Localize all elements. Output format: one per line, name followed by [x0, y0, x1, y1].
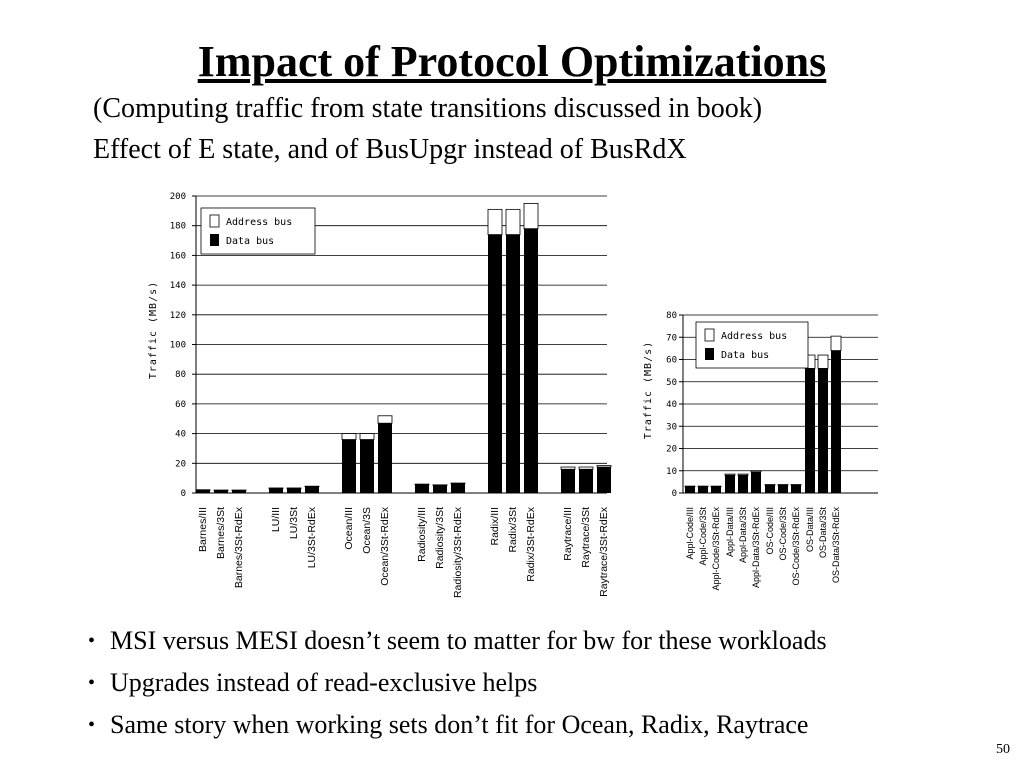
chart-a-category-label: Radix/III — [489, 507, 501, 546]
chart-b-bar-data-bus — [818, 368, 828, 493]
chart-a-bar-data-bus — [579, 469, 593, 493]
chart-b-category-label: Appl-Code/3St — [698, 507, 708, 566]
chart-b-bar-data-bus — [698, 487, 708, 493]
chart-b-bar-address-bus — [725, 474, 735, 475]
chart-a-bar-data-bus — [597, 467, 611, 493]
chart-a-bar-data-bus — [451, 484, 465, 493]
chart-a-bar-address-bus — [451, 483, 465, 484]
chart-b-legend-swatch-data-bus — [705, 348, 714, 360]
bullet-dot: • — [88, 672, 96, 694]
chart-b-bar-address-bus — [791, 485, 801, 486]
chart-a-bar-data-bus — [232, 491, 246, 493]
chart-a-ytick-label: 200 — [169, 192, 186, 202]
bullet-dot: • — [88, 630, 96, 652]
chart-b-category-label: Appl-Code/3St-RdEx — [711, 507, 721, 591]
chart-b-bar-data-bus — [805, 368, 815, 493]
chart-b-category-label: OS-Data/III — [805, 507, 815, 553]
chart-a-legend-swatch-data-bus — [210, 234, 219, 246]
chart-a-bar-data-bus — [305, 487, 319, 493]
chart-b-category-label: OS-Data/3St-RdEx — [831, 507, 841, 584]
chart-a-bar-address-bus — [488, 209, 502, 234]
chart-a-category-label: Radiosity/III — [416, 507, 428, 562]
chart-a-legend-label-address-bus: Address bus — [226, 217, 293, 228]
chart-b-bar-data-bus — [751, 472, 761, 493]
chart-a-bar-address-bus — [433, 485, 447, 486]
chart-a-bar-address-bus — [415, 484, 429, 485]
chart-a-bar-data-bus — [561, 469, 575, 493]
chart-a-bar-data-bus — [360, 440, 374, 493]
chart-b-bar-data-bus — [738, 475, 748, 493]
chart-b-category-label: OS-Code/3St — [778, 507, 788, 561]
chart-b-y-axis-label: Traffic (MB/s) — [643, 340, 654, 440]
chart-b-bar-data-bus — [765, 485, 775, 493]
subtitle-effect-of-e-state: Effect of E state, and of BusUpgr instead of BusRdX — [93, 134, 687, 165]
chart-b-ytick-label: 50 — [666, 377, 677, 388]
chart-a-ytick-label: 20 — [175, 459, 186, 470]
chart-b-category-label: OS-Code/3St-RdEx — [791, 507, 801, 586]
chart-a-ytick-label: 140 — [169, 281, 186, 292]
chart-b-ytick-label: 80 — [666, 311, 677, 321]
chart-a-category-label: Radiosity/3St — [434, 507, 446, 569]
subtitle-computing-traffic: (Computing traffic from state transitions discussed in book) — [93, 93, 763, 124]
chart-a-bar-address-bus — [196, 490, 210, 491]
chart-b-legend-label-data-bus: Data bus — [721, 350, 770, 361]
chart-a-bar-data-bus — [342, 440, 356, 493]
chart-b-bar-address-bus — [778, 485, 788, 486]
page-number: 50 — [996, 742, 1010, 757]
chart-a-bar-address-bus — [378, 416, 392, 423]
chart-b-ytick-label: 20 — [666, 444, 677, 455]
bullet-text: Same story when working sets don’t fit for Ocean, Radix, Raytrace — [110, 710, 809, 739]
chart-b-bar-data-bus — [711, 487, 721, 493]
chart-b-bar-data-bus — [791, 485, 801, 493]
chart-a-ytick-label: 100 — [169, 340, 186, 351]
chart-b-bar-address-bus — [831, 336, 841, 350]
chart-a-bar-data-bus — [524, 229, 538, 493]
chart-a-bar-address-bus — [524, 203, 538, 228]
chart-b-category-label: Appl-Data/3St — [738, 507, 748, 564]
chart-a-category-label: LU/3St-RdEx — [306, 507, 318, 569]
chart-a-bar-address-bus — [269, 488, 283, 489]
chart-a-bar-address-bus — [232, 490, 246, 491]
chart-a-bar-data-bus — [378, 423, 392, 493]
chart-a-category-label: Barnes/3St-RdEx — [233, 507, 245, 589]
chart-a-category-label: Barnes/III — [197, 507, 209, 552]
chart-a-bar-data-bus — [506, 235, 520, 493]
chart-a-bar-address-bus — [506, 209, 520, 234]
chart-a-bar-address-bus — [287, 488, 301, 489]
chart-b-category-label: Appl-Data/III — [725, 507, 735, 558]
chart-a-bar-address-bus — [561, 467, 575, 469]
chart-a-ytick-label: 80 — [175, 370, 186, 381]
bullet-dot: • — [88, 714, 96, 736]
chart-a-bar-address-bus — [342, 434, 356, 440]
chart-a-category-label: LU/3St — [288, 507, 300, 540]
bullet-text: Upgrades instead of read-exclusive helps — [110, 668, 538, 697]
chart-b-legend-swatch-address-bus — [705, 329, 714, 341]
chart-a-ytick-label: 160 — [169, 251, 186, 262]
chart-a-bar-data-bus — [196, 490, 210, 493]
chart-b-ytick-label: 30 — [666, 422, 677, 433]
chart-b-ytick-label: 60 — [666, 355, 677, 366]
bullet-item — [88, 620, 827, 662]
chart-a-category-label: Radix/3St — [507, 507, 519, 553]
chart-b-category-label: Appl-Data/3St-RdEx — [751, 507, 761, 589]
chart-a-legend-swatch-address-bus — [210, 215, 219, 227]
chart-a-ytick-label: 120 — [169, 310, 186, 321]
chart-a-bar-data-bus — [287, 489, 301, 493]
chart-a-category-label: Ocean/3S — [361, 507, 373, 554]
slide-title: Impact of Protocol Optimizations — [197, 37, 827, 86]
chart-b-bar-address-bus — [765, 485, 775, 486]
chart-b-bar-address-bus — [685, 486, 695, 487]
chart-b-bar-address-bus — [738, 474, 748, 475]
chart-a-category-label: Radiosity/3St-RdEx — [452, 507, 464, 599]
chart-b-legend-label-address-bus: Address bus — [721, 331, 788, 342]
chart-a-category-label: Ocean/III — [343, 507, 355, 550]
chart-a-ytick-label: 180 — [169, 221, 186, 232]
chart-b-bar-data-bus — [778, 485, 788, 493]
chart-a-bar-address-bus — [360, 434, 374, 440]
chart-b-bar-data-bus — [685, 487, 695, 493]
chart-a-ytick-label: 40 — [175, 429, 186, 440]
chart-a-bar-data-bus — [433, 486, 447, 493]
chart-a-bar-data-bus — [269, 489, 283, 493]
chart-a-legend-label-data-bus: Data bus — [226, 236, 275, 247]
chart-b-category-label: OS-Code/III — [765, 507, 775, 555]
chart-a-category-label: Raytrace/3St — [580, 507, 592, 568]
chart-a-category-label: Barnes/3St — [215, 507, 227, 559]
chart-a-category-label: Ocean/3St-RdEx — [379, 507, 391, 586]
chart-a-bar-address-bus — [214, 490, 228, 491]
chart-b-bar-address-bus — [711, 486, 721, 487]
chart-b-ytick-label: 0 — [671, 489, 677, 499]
chart-b-bar-data-bus — [831, 351, 841, 493]
chart-a-category-label: Raytrace/III — [562, 507, 574, 561]
bullet-text: MSI versus MESI doesn’t seem to matter for bw for these workloads — [110, 626, 827, 655]
chart-a-ytick-label: 0 — [180, 489, 186, 499]
chart-b-ytick-label: 70 — [666, 333, 677, 344]
chart-a-bar-data-bus — [415, 485, 429, 493]
chart-a-bar-address-bus — [305, 486, 319, 487]
chart-b-bar-address-bus — [818, 355, 828, 368]
bullet-item — [88, 704, 827, 746]
chart-b-bar-address-bus — [698, 486, 708, 487]
chart-b-bar-address-bus — [751, 471, 761, 472]
chart-b-bar-data-bus — [725, 475, 735, 493]
chart-a-bar-address-bus — [579, 467, 593, 469]
chart-b-category-label: OS-Data/3St — [818, 507, 828, 559]
chart-a-bar-address-bus — [597, 466, 611, 467]
chart-a-bar-data-bus — [214, 491, 228, 493]
chart-b-category-label: Appl-Code/III — [685, 507, 695, 560]
chart-a-bar-data-bus — [488, 235, 502, 493]
chart-a-category-label: Radix/3St-RdEx — [525, 507, 537, 582]
bullet-item — [88, 662, 827, 704]
chart-a-ytick-label: 60 — [175, 399, 186, 410]
chart-a-category-label: Raytrace/3St-RdEx — [598, 507, 610, 597]
chart-a-category-label: LU/III — [270, 507, 282, 533]
chart-b-ytick-label: 10 — [666, 466, 677, 477]
chart-b-ytick-label: 40 — [666, 400, 677, 410]
bullet-list — [88, 620, 827, 746]
chart-a-y-axis-label: Traffic (MB/s) — [148, 280, 159, 380]
